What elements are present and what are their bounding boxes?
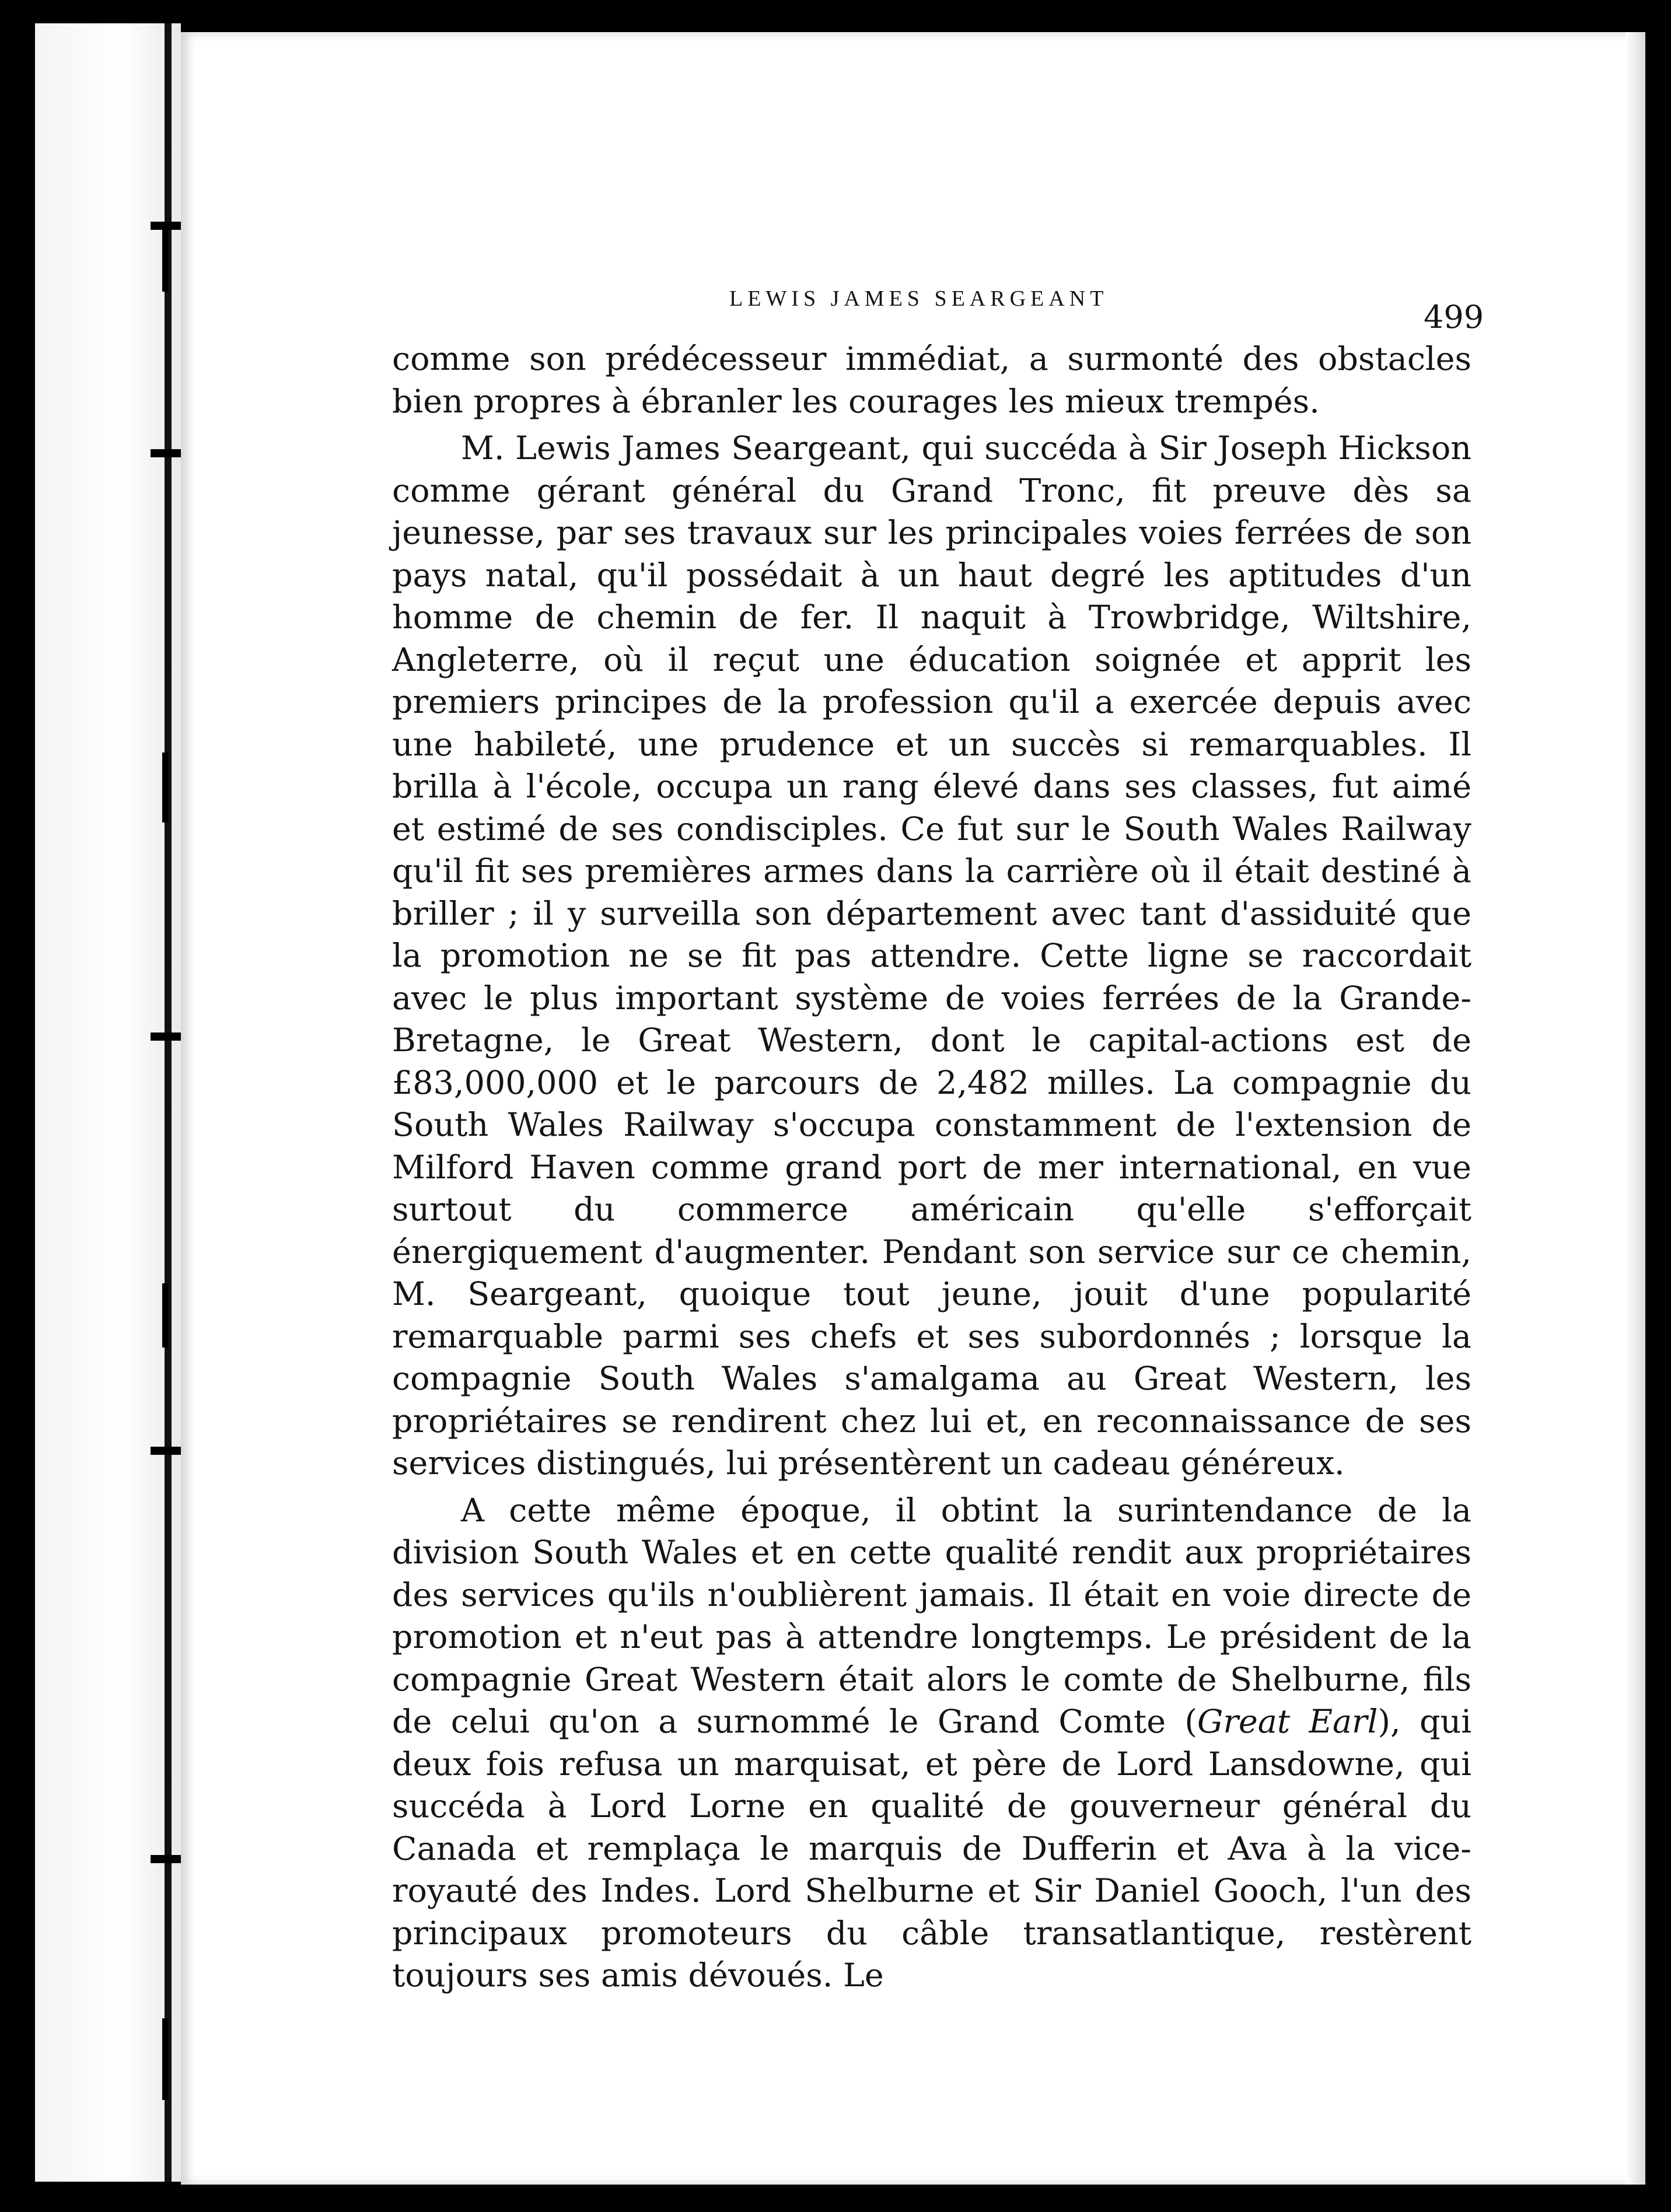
page-number: 499 [1424, 299, 1484, 335]
binding-stitch [162, 752, 168, 822]
running-header: LEWIS JAMES SEARGEANT [729, 286, 1109, 311]
page-body [392, 338, 1471, 1997]
binding-stitch [151, 1855, 181, 1863]
paragraph [392, 1490, 1471, 1997]
binding-stitch [162, 1283, 168, 1348]
paragraph: comme son prédécesseur immédiat, a surmonté des obstacles bien propres à ébranler les courages les mieux trempés. [392, 340, 1471, 421]
binding-stitch [151, 449, 181, 457]
binding-edge [0, 0, 175, 2212]
binding-stitch [151, 1447, 181, 1455]
italic-phrase: Great Earl [1197, 1703, 1378, 1741]
binding-stitch [162, 2018, 168, 2100]
binding-stitch [162, 222, 168, 292]
page-edge-shadow [1625, 32, 1645, 2185]
paragraph-text: A cette même époque, il obtint la surintendance de la division South Wales et en cette qualité rendit aux propriétaires des services qu'ils n'oublièrent jamais. Il était en voie directe de promotion et n'eut pas à attendre longtemps. Le président de la compagnie Great Western était alors le comte de Shelburne, fils de celui qu'on a surnommé le Grand Comte ( [392, 1491, 1471, 1741]
paragraph: M. Lewis James Seargeant, qui succéda à Sir Joseph Hickson comme gérant général du Grand Tronc, fit preuve dès sa jeunesse, par ses travaux sur les principales voies ferrées de son pays natal, qu'il possédait à un haut degré les aptitudes d'un homme de chemin de fer. Il naquit à Trowbridge, Wiltshire, Angleterre, où il reçut une éducation soignée et apprit les premiers principes de la profession qu'il a exercée depuis avec une habileté, une prudence et un succès si remarquables. Il brilla à l'école, occupa un rang élevé dans ses classes, fut aimé et estimé de ses condisciples. Ce fut sur le South Wales Railway qu'il fit ses premières armes dans la carrière où il était destiné à briller ; il y surveilla son département avec tant d'assiduité que la promotion ne se fit pas attendre. Cette ligne se raccordait avec le plus important système de voies ferrées de la Grande-Bretagne, le Great Western, dont le capital-actions est de £83,000,000 et le parcours de 2,482 milles. La compagnie du South Wales Railway s'occupa constamment de l'extension de Milford Haven comme grand port de mer international, en vue surtout du commerce américain qu'elle s'efforçait énergiquement d'augmenter. Pendant son service sur ce chemin, M. Seargeant, quoique tout jeune, jouit d'une popularité remarquable parmi ses chefs et ses subordonnés ; lorsque la compagnie South Wales s'amalgama au Great Western, les propriétaires se rendirent chez lui et, en reconnaissance de ses services distingués, lui présentèrent un cadeau généreux. [392, 429, 1471, 1482]
paragraph-text: ), qui deux fois refusa un marquisat, et père de Lord Lansdowne, qui succéda à Lord Lorne en qualité de gouverneur général du Canada et remplaça le marquis de Dufferin et Ava à la vice-royauté des Indes. Lord Shelburne et Sir Daniel Gooch, l'un des principaux promoteurs du câble transatlantique, restèrent toujours ses amis dévoués. Le [392, 1703, 1471, 1994]
binding-stitch [151, 1032, 181, 1041]
